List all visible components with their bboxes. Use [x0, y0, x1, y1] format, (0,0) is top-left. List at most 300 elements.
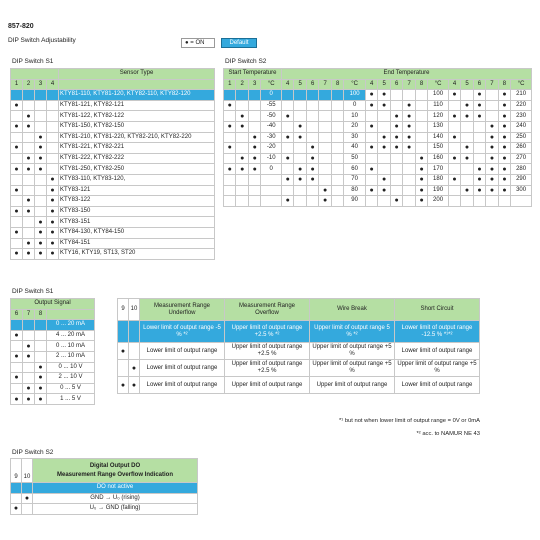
dip-cell: [403, 185, 415, 196]
wire-break-header: Wire Break: [310, 299, 395, 321]
end-temp-value: 60: [344, 164, 366, 175]
do-value: DO not active: [33, 483, 198, 494]
behaviour-wb: Upper limit of output range 5 % *²: [310, 321, 395, 343]
dip-cell: ●: [236, 164, 248, 175]
end-temp-header: End Temperature: [281, 69, 531, 80]
dip-cell: [23, 100, 35, 111]
dip-cell: ●: [403, 132, 415, 143]
dip-cell: ●: [498, 185, 510, 196]
dip-cell: ●: [486, 164, 498, 175]
dip-cell: [448, 100, 460, 111]
behaviour-over: Upper limit of output range: [225, 377, 310, 394]
dip-cell: [22, 504, 33, 515]
empty-cell: [236, 196, 248, 207]
sensor-col-2: 2: [23, 79, 35, 90]
output-signal-table: [10, 298, 95, 405]
dip-cell: [281, 143, 293, 154]
dip-cell: [23, 143, 35, 154]
dip-cell: [461, 164, 473, 175]
output-signal-value: 1 ... 5 V: [47, 394, 95, 405]
table-row: [118, 343, 480, 360]
dip-cell: ●: [11, 100, 23, 111]
dip-cell: [23, 132, 35, 143]
table-row: [224, 174, 532, 185]
dip-cell: ●: [23, 341, 35, 352]
dip-cell: [23, 362, 35, 373]
dip-cell: [378, 121, 390, 132]
dip-cell: [365, 174, 377, 185]
dip-cell: ●: [415, 153, 427, 164]
dip-cell: [47, 100, 59, 111]
dip-cell: [415, 100, 427, 111]
dip-cell: [319, 121, 331, 132]
dip-cell: ●: [47, 238, 59, 249]
dip-cell: [319, 143, 331, 154]
dip-cell: [403, 153, 415, 164]
end-temp-value: 240: [511, 121, 532, 132]
dip-cell: ●: [281, 174, 293, 185]
dip-cell: [11, 320, 23, 331]
end-temp-value: 40: [344, 143, 366, 154]
table-row: [11, 164, 215, 175]
sensor-type-cell: KTY81-110, KTY81-120, KTY82-110, KTY82-120: [59, 90, 215, 101]
start-temp-value: -55: [261, 100, 281, 111]
dip-cell: ●: [448, 132, 460, 143]
table-row: [224, 143, 532, 154]
dip-cell: ●: [23, 206, 35, 217]
table-row: [11, 196, 215, 207]
dip-cell: [23, 227, 35, 238]
dip-cell: ●: [473, 111, 485, 122]
table-row: [224, 121, 532, 132]
end-temp-value: 0: [344, 100, 366, 111]
do-col-9: 9: [11, 459, 22, 483]
dip-cell: ●: [461, 153, 473, 164]
table-row: [224, 100, 532, 111]
dip-cell: [11, 196, 23, 207]
dip-cell: ●: [473, 90, 485, 101]
table-row: [118, 321, 480, 343]
empty-cell: [261, 196, 281, 207]
table-row: [224, 111, 532, 122]
end-temp-value: 50: [344, 153, 366, 164]
dip-cell: ●: [486, 174, 498, 185]
dip-cell: [331, 174, 343, 185]
dip-cell: ●: [35, 143, 47, 154]
dip-cell: [473, 153, 485, 164]
behaviour-over: Upper limit of output range +2.5 %: [225, 360, 310, 377]
dip-cell: ●: [23, 351, 35, 362]
dip-cell: [23, 330, 35, 341]
end-col-8: 8: [331, 79, 343, 90]
dip-cell: [236, 143, 248, 154]
dip-cell: [331, 121, 343, 132]
end-temp-value: 280: [511, 164, 532, 175]
dip-cell: ●: [473, 100, 485, 111]
end-temp-value: 100: [344, 90, 366, 101]
dip-cell: ●: [236, 121, 248, 132]
dip-cell: ●: [236, 111, 248, 122]
sensor-col-1: 1: [11, 79, 23, 90]
table-row: [11, 394, 95, 405]
s2-do-title: DIP Switch S2: [12, 449, 54, 456]
dip-cell: ●: [118, 377, 129, 394]
dip-cell: [294, 153, 306, 164]
dip-cell: [306, 100, 318, 111]
start-temp-header: Start Temperature: [224, 69, 282, 80]
end-temp-value: 20: [344, 121, 366, 132]
dip-cell: [47, 90, 59, 101]
dip-cell: [415, 111, 427, 122]
dip-cell: [390, 164, 402, 175]
dip-cell: ●: [403, 111, 415, 122]
start-col-2: 2: [236, 79, 248, 90]
dip-cell: [461, 132, 473, 143]
dip-cell: ●: [224, 143, 236, 154]
empty-cell: [511, 196, 532, 207]
dip-cell: ●: [11, 143, 23, 154]
dip-cell: [11, 483, 22, 494]
empty-cell: [248, 185, 260, 196]
s1-output-title: DIP Switch S1: [12, 288, 54, 295]
dip-cell: ●: [498, 121, 510, 132]
end-temp-value: 230: [511, 111, 532, 122]
end-temp-value: 270: [511, 153, 532, 164]
behaviour-table: [117, 298, 480, 394]
dip-cell: [319, 90, 331, 101]
dip-cell: ●: [224, 164, 236, 175]
legend-default: Default: [221, 38, 257, 48]
behaviour-under: Lower limit of output range -5 % *²: [140, 321, 225, 343]
dip-cell: ●: [11, 330, 23, 341]
dip-cell: ●: [23, 153, 35, 164]
sensor-cols-spacer: [11, 69, 59, 80]
behaviour-sc: Lower limit of output range: [395, 377, 480, 394]
behaviour-wb: Upper limit of output range +5 %: [310, 343, 395, 360]
dip-cell: [248, 121, 260, 132]
start-temp-value: -30: [261, 132, 281, 143]
dip-cell: [35, 185, 47, 196]
output-col-6: 6: [11, 309, 23, 320]
dip-cell: [378, 196, 390, 207]
dip-cell: [281, 100, 293, 111]
behaviour-sc: Lower limit of output range: [395, 343, 480, 360]
dip-cell: [11, 153, 23, 164]
empty-cell: [248, 196, 260, 207]
dip-cell: [415, 143, 427, 154]
empty-cell: [261, 174, 281, 185]
dip-cell: [473, 132, 485, 143]
dip-cell: [390, 100, 402, 111]
dip-cell: ●: [281, 196, 293, 207]
dip-cell: ●: [365, 90, 377, 101]
dip-cell: ●: [248, 132, 260, 143]
dip-cell: [365, 153, 377, 164]
dip-cell: ●: [498, 153, 510, 164]
short-circuit-header: Short Circuit: [395, 299, 480, 321]
behaviour-over: Upper limit of output range +2.5 %: [225, 343, 310, 360]
output-header-blank: [47, 309, 95, 320]
table-row: [224, 132, 532, 143]
dip-cell: ●: [248, 164, 260, 175]
empty-cell: [261, 185, 281, 196]
dip-cell: [319, 164, 331, 175]
dip-cell: ●: [378, 132, 390, 143]
dip-cell: [294, 111, 306, 122]
table-row: [118, 377, 480, 394]
end-temp-value: 150: [428, 143, 448, 154]
dip-cell: [415, 132, 427, 143]
dip-cell: ●: [448, 90, 460, 101]
dip-cell: ●: [224, 100, 236, 111]
table-row: [224, 164, 532, 175]
dip-cell: [47, 153, 59, 164]
dip-cell: ●: [281, 153, 293, 164]
end-temp-value: 300: [511, 185, 532, 196]
dip-cell: [35, 100, 47, 111]
dip-cell: [281, 90, 293, 101]
dip-cell: [118, 360, 129, 377]
dip-cell: ●: [365, 100, 377, 111]
dip-cell: [294, 90, 306, 101]
do-header-line2: Measurement Range Overflow Indication: [56, 471, 174, 478]
end-temp-value: 260: [511, 143, 532, 154]
unit-header: °C: [511, 79, 532, 90]
end-temp-value: 160: [428, 153, 448, 164]
dip-cell: [306, 121, 318, 132]
table-row: [11, 373, 95, 384]
dip-cell: ●: [415, 185, 427, 196]
dip-cell: ●: [461, 185, 473, 196]
sensor-type-cell: KTY81-122, KTY82-122: [59, 111, 215, 122]
dip-cell: [11, 111, 23, 122]
output-signal-value: 2 ... 10 mA: [47, 351, 95, 362]
overflow-header-line1: Measurement Range: [238, 302, 296, 309]
dip-cell: ●: [23, 394, 35, 405]
dip-cell: [403, 196, 415, 207]
dip-cell: [11, 132, 23, 143]
dip-cell: [448, 121, 460, 132]
dip-cell: [473, 143, 485, 154]
end-col-7: 7: [486, 79, 498, 90]
dip-cell: [403, 174, 415, 185]
table-row: [11, 174, 215, 185]
dip-cell: ●: [415, 174, 427, 185]
end-col-8: 8: [498, 79, 510, 90]
end-temp-value: 290: [511, 174, 532, 185]
dip-cell: [448, 164, 460, 175]
end-temp-value: 70: [344, 174, 366, 185]
dip-cell: ●: [415, 196, 427, 207]
dip-cell: ●: [11, 351, 23, 362]
dip-cell: [11, 383, 23, 394]
dip-col-9: 9: [118, 299, 129, 321]
behaviour-wb: Upper limit of output range: [310, 377, 395, 394]
behaviour-under: Lower limit of output range: [140, 360, 225, 377]
dip-cell: ●: [47, 217, 59, 228]
behaviour-sc: Lower limit of output range -12.5 % *¹*²: [395, 321, 480, 343]
dip-cell: ●: [23, 196, 35, 207]
start-temp-value: 0: [261, 90, 281, 101]
dip-cell: [35, 320, 47, 331]
dip-cell: [331, 100, 343, 111]
end-temp-value: 130: [428, 121, 448, 132]
underflow-header-line2: Underflow: [168, 309, 196, 316]
table-row: [224, 90, 532, 101]
dip-cell: ●: [319, 196, 331, 207]
output-signal-value: 0 ... 20 mA: [47, 320, 95, 331]
behaviour-over: Upper limit of output range +2.5 % *²: [225, 321, 310, 343]
dip-cell: [236, 132, 248, 143]
dip-cell: ●: [35, 383, 47, 394]
note-2: *² acc. to NAMUR NE 43: [416, 431, 480, 437]
dip-cell: ●: [47, 227, 59, 238]
end-col-4: 4: [365, 79, 377, 90]
end-temp-value: 10: [344, 111, 366, 122]
dip-cell: ●: [498, 100, 510, 111]
dip-cell: ●: [35, 394, 47, 405]
dip-cell: [415, 121, 427, 132]
table-row: [224, 185, 532, 196]
dip-cell: [319, 132, 331, 143]
table-row: [11, 111, 215, 122]
dip-cell: [23, 174, 35, 185]
dip-cell: ●: [378, 100, 390, 111]
empty-cell: [248, 174, 260, 185]
table-row: [118, 360, 480, 377]
dip-cell: ●: [390, 111, 402, 122]
dip-cell: [331, 132, 343, 143]
sensor-type-cell: KTY84-130, KTY84-150: [59, 227, 215, 238]
dip-cell: [306, 196, 318, 207]
table-row: [11, 132, 215, 143]
dip-cell: [224, 90, 236, 101]
dip-cell: ●: [294, 132, 306, 143]
dip-cell: [473, 121, 485, 132]
dip-cell: ●: [403, 143, 415, 154]
dip-cell: ●: [306, 174, 318, 185]
end-temp-value: 180: [428, 174, 448, 185]
start-temp-value: -20: [261, 143, 281, 154]
dip-cell: ●: [448, 153, 460, 164]
dip-cell: [23, 373, 35, 384]
dip-cell: [23, 217, 35, 228]
dip-col-10: 10: [129, 299, 140, 321]
dip-cell: ●: [365, 185, 377, 196]
dip-cell: [11, 217, 23, 228]
dip-cell: [365, 111, 377, 122]
sensor-type-cell: KTY81-250, KTY82-250: [59, 164, 215, 175]
dip-cell: ●: [22, 493, 33, 504]
end-temp-value: 90: [344, 196, 366, 207]
dip-cell: ●: [35, 249, 47, 260]
table-row: [11, 483, 198, 494]
dip-cell: ●: [35, 373, 47, 384]
dip-cell: ●: [390, 196, 402, 207]
table-row: [11, 143, 215, 154]
output-col-7: 7: [23, 309, 35, 320]
dip-cell: ●: [236, 153, 248, 164]
dip-cell: ●: [35, 153, 47, 164]
table-row: [11, 351, 95, 362]
dip-cell: ●: [390, 132, 402, 143]
dip-cell: ●: [224, 121, 236, 132]
behaviour-under: Lower limit of output range: [140, 377, 225, 394]
dip-cell: [390, 90, 402, 101]
output-signal-value: 0 ... 5 V: [47, 383, 95, 394]
dip-cell: [129, 343, 140, 360]
dip-cell: [461, 90, 473, 101]
sensor-type-cell: KTY81-222, KTY82-222: [59, 153, 215, 164]
dip-cell: [35, 111, 47, 122]
table-row: [224, 153, 532, 164]
sensor-type-cell: KTY83-151: [59, 217, 215, 228]
dip-cell: ●: [294, 121, 306, 132]
dip-cell: ●: [461, 143, 473, 154]
dip-cell: ●: [47, 206, 59, 217]
dip-cell: [224, 111, 236, 122]
dip-cell: ●: [23, 121, 35, 132]
dip-cell: [390, 185, 402, 196]
dip-cell: ●: [486, 132, 498, 143]
dip-cell: [319, 174, 331, 185]
dip-cell: [403, 90, 415, 101]
dip-cell: [365, 132, 377, 143]
dip-cell: ●: [319, 185, 331, 196]
do-value: U₀ → GND (falling): [33, 504, 198, 515]
dip-cell: ●: [23, 249, 35, 260]
do-col-10: 10: [22, 459, 33, 483]
sensor-type-cell: KTY83-122: [59, 196, 215, 207]
dip-cell: ●: [378, 143, 390, 154]
dip-cell: ●: [248, 153, 260, 164]
start-temp-value: -40: [261, 121, 281, 132]
dip-cell: ●: [294, 174, 306, 185]
dip-cell: ●: [473, 174, 485, 185]
digital-output-table: [10, 458, 198, 515]
dip-cell: ●: [294, 164, 306, 175]
dip-cell: [306, 185, 318, 196]
dip-cell: ●: [35, 362, 47, 373]
sensor-type-cell: KTY83-150: [59, 206, 215, 217]
start-temp-value: 0: [261, 164, 281, 175]
dip-cell: [47, 111, 59, 122]
dip-cell: ●: [47, 185, 59, 196]
dip-cell: [129, 321, 140, 343]
behaviour-sc: Upper limit of output range +5 %: [395, 360, 480, 377]
dip-cell: ●: [498, 143, 510, 154]
dip-cell: [35, 351, 47, 362]
dip-cell: [35, 341, 47, 352]
dip-cell: ●: [365, 164, 377, 175]
dip-cell: [294, 196, 306, 207]
dip-cell: ●: [306, 153, 318, 164]
dip-cell: ●: [415, 164, 427, 175]
empty-cell: [461, 196, 473, 207]
dip-cell: ●: [47, 249, 59, 260]
sensor-type-header: Sensor Type: [59, 69, 215, 80]
dip-cell: [35, 206, 47, 217]
dip-cell: [11, 174, 23, 185]
table-row: [11, 100, 215, 111]
output-col-8: 8: [35, 309, 47, 320]
sensor-col-3: 3: [35, 79, 47, 90]
end-temp-value: 30: [344, 132, 366, 143]
dip-cell: [47, 132, 59, 143]
dip-cell: [378, 111, 390, 122]
table-row: [11, 227, 215, 238]
end-col-6: 6: [473, 79, 485, 90]
